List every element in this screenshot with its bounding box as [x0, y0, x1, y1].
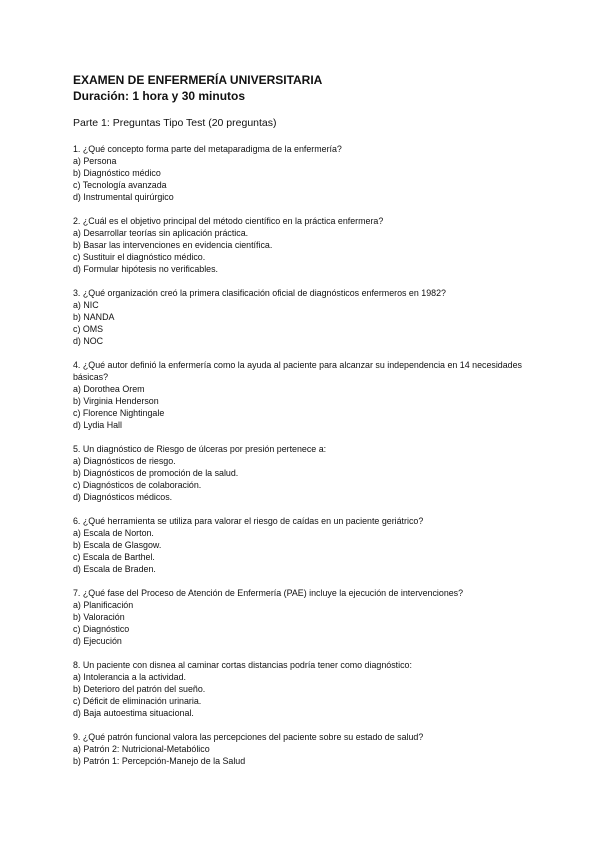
question-text: 9. ¿Qué patrón funcional valora las percepciones del paciente sobre su estado de salud? — [73, 732, 424, 742]
question-text: 2. ¿Cuál es el objetivo principal del método científico en la práctica enfermera? — [73, 216, 384, 226]
question-7 — [73, 587, 533, 647]
answer-option: d) Ejecución — [73, 636, 122, 646]
answer-option: b) Valoración — [73, 612, 125, 622]
question-text: 1. ¿Qué concepto forma parte del metaparadigma de la enfermería? — [73, 144, 342, 154]
answer-option: d) Instrumental quirúrgico — [73, 192, 174, 202]
exam-title: EXAMEN DE ENFERMERÍA UNIVERSITARIA — [73, 73, 323, 87]
answer-option: c) Escala de Barthel. — [73, 552, 155, 562]
answer-option: a) Escala de Norton. — [73, 528, 154, 538]
answer-option: d) Formular hipótesis no verificables. — [73, 264, 219, 274]
question-4 — [73, 359, 533, 431]
answer-option: d) Baja autoestima situacional. — [73, 708, 194, 718]
answer-option: b) Escala de Glasgow. — [73, 540, 162, 550]
answer-option: a) NIC — [73, 300, 99, 310]
answer-option: a) Intolerancia a la actividad. — [73, 672, 186, 682]
answer-option: d) Escala de Braden. — [73, 564, 156, 574]
answer-option: d) NOC — [73, 336, 104, 346]
answer-option: a) Diagnósticos de riesgo. — [73, 456, 176, 466]
answer-option: a) Desarrollar teorías sin aplicación práctica. — [73, 228, 249, 238]
answer-option: a) Persona — [73, 156, 117, 166]
question-6 — [73, 515, 533, 575]
question-text: 5. Un diagnóstico de Riesgo de úlceras por presión pertenece a: — [73, 444, 327, 454]
answer-option: b) Deterioro del patrón del sueño. — [73, 684, 206, 694]
question-text: 3. ¿Qué organización creó la primera clasificación oficial de diagnósticos enfermeros en 1982? — [73, 288, 446, 298]
answer-option: c) OMS — [73, 324, 104, 334]
question-text: 6. ¿Qué herramienta se utiliza para valorar el riesgo de caídas en un paciente geriátrico? — [73, 516, 424, 526]
answer-option: a) Dorothea Orem — [73, 384, 145, 394]
question-1 — [73, 143, 533, 203]
answer-option: b) Virginia Henderson — [73, 396, 159, 406]
answer-option: c) Florence Nightingale — [73, 408, 165, 418]
question-2 — [73, 215, 533, 275]
question-list — [73, 143, 533, 779]
answer-option: a) Planificación — [73, 600, 134, 610]
answer-option: b) Patrón 1: Percepción-Manejo de la Salud — [73, 756, 246, 766]
answer-option: d) Lydia Hall — [73, 420, 122, 430]
question-text: 8. Un paciente con disnea al caminar cortas distancias podría tener como diagnóstico: — [73, 660, 412, 670]
question-5 — [73, 443, 533, 503]
answer-option: b) Diagnóstico médico — [73, 168, 161, 178]
question-text: 7. ¿Qué fase del Proceso de Atención de Enfermería (PAE) incluye la ejecución de intervenciones? — [73, 588, 464, 598]
answer-option: b) Diagnósticos de promoción de la salud. — [73, 468, 239, 478]
exam-duration: Duración: 1 hora y 30 minutos — [73, 89, 246, 103]
question-3 — [73, 287, 533, 347]
part1-heading: Parte 1: Preguntas Tipo Test (20 preguntas) — [73, 117, 277, 129]
answer-option: c) Déficit de eliminación urinaria. — [73, 696, 202, 706]
exam-header — [73, 72, 322, 104]
answer-option: c) Tecnología avanzada — [73, 180, 167, 190]
answer-option: c) Sustituir el diagnóstico médico. — [73, 252, 206, 262]
answer-option: c) Diagnósticos de colaboración. — [73, 480, 202, 490]
answer-option: c) Diagnóstico — [73, 624, 130, 634]
question-8 — [73, 659, 533, 719]
answer-option: a) Patrón 2: Nutricional-Metabólico — [73, 744, 210, 754]
answer-option: b) NANDA — [73, 312, 115, 322]
question-text: 4. ¿Qué autor definió la enfermería como la ayuda al paciente para alcanzar su independencia en 14 necesidades básicas? — [73, 360, 522, 382]
question-9 — [73, 731, 533, 767]
answer-option: d) Diagnósticos médicos. — [73, 492, 173, 502]
answer-option: b) Basar las intervenciones en evidencia científica. — [73, 240, 273, 250]
